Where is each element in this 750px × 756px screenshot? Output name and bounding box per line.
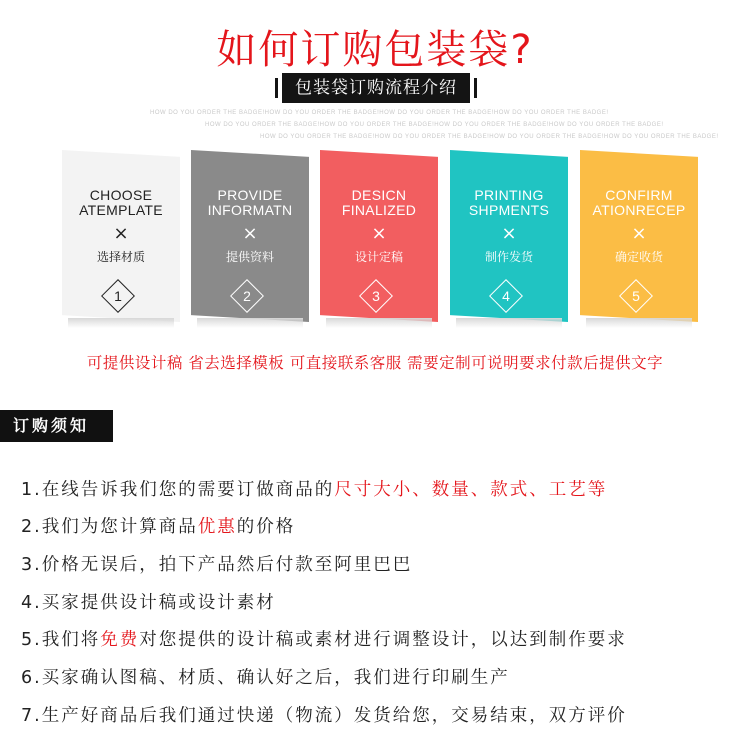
process-steps (0, 150, 750, 340)
faint-caption-2: HOW DO YOU ORDER THE BADGE!HOW DO YOU ORDER THE BADGE!HOW DO YOU ORDER THE BADGE!HOW DO YOU ORDER THE BADGE! (205, 122, 664, 128)
faint-caption-1: HOW DO YOU ORDER THE BADGE!HOW DO YOU ORDER THE BADGE!HOW DO YOU ORDER THE BADGE!HOW DO YOU ORDER THE BADGE! (150, 110, 609, 116)
step-number: 2 (243, 288, 251, 304)
step-card-2 (191, 150, 309, 330)
step-card-1 (62, 150, 180, 330)
step-card-4 (450, 150, 568, 330)
step-number: 1 (114, 288, 122, 304)
step-card-5 (580, 150, 698, 330)
page-title: 如何订购包装袋? (216, 27, 534, 73)
cross-icon: × (631, 223, 647, 244)
step-label: 确定收货 (614, 250, 663, 264)
list-item: 7.生产好商品后我们通过快递（物流）发货给您，交易结束，双方评价 (21, 706, 627, 726)
list-item: 1.在线告诉我们您的需要订做商品的尺寸大小、数量、款式、工艺等 (21, 480, 608, 500)
cross-icon: × (371, 223, 387, 244)
service-note: 可提供设计稿 省去选择模板 可直接联系客服 需要定制可说明要求付款后提供文字 (86, 354, 664, 372)
step-title: PRINTING SHPMENTS (468, 187, 550, 218)
step-number: 4 (502, 288, 510, 304)
step-title: CHOOSE ATEMPLATE (79, 187, 163, 218)
faint-caption-3: HOW DO YOU ORDER THE BADGE!HOW DO YOU ORDER THE BADGE!HOW DO YOU ORDER THE BADGE!HOW DO YOU ORDER THE BADGE! (260, 134, 719, 140)
cross-icon: × (242, 223, 258, 244)
subtitle-banner: 包装袋订购流程介绍 (282, 73, 470, 103)
step-label: 制作发货 (484, 250, 533, 264)
step-number: 3 (372, 288, 380, 304)
step-title: DESICN FINALIZED (341, 187, 417, 218)
step-card-3 (320, 150, 438, 330)
step-label: 选择材质 (96, 250, 145, 264)
notice-heading: 订购须知 (0, 410, 113, 442)
list-item: 5.我们将免费对您提供的设计稿或素材进行调整设计，以达到制作要求 (21, 630, 627, 650)
list-item: 6.买家确认图稿、材质、确认好之后，我们进行印刷生产 (21, 668, 510, 688)
step-title: PROVIDE INFORMATN (207, 187, 293, 218)
list-item: 3.价格无误后，拍下产品然后付款至阿里巴巴 (21, 555, 413, 575)
cross-icon: × (501, 223, 517, 244)
cross-icon: × (113, 223, 129, 244)
list-item: 2.我们为您计算商品优惠的价格 (21, 517, 296, 537)
step-label: 提供资料 (225, 250, 274, 264)
step-number: 5 (632, 288, 640, 304)
list-item: 4.买家提供设计稿或设计素材 (21, 593, 276, 613)
step-label: 设计定稿 (354, 250, 403, 264)
step-title: CONFIRM ATIONRECEP (592, 187, 686, 218)
